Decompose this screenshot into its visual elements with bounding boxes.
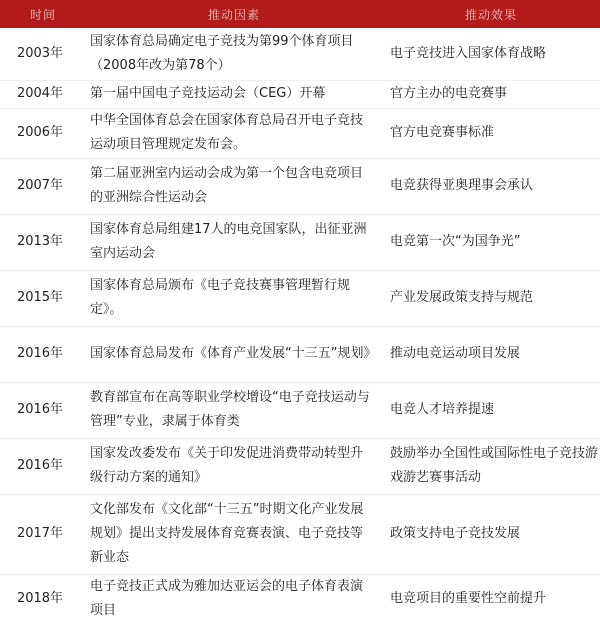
row-effect: 电竞第一次“为国争光” bbox=[382, 214, 600, 270]
row-event: 第一届中国电子竞技运动会（CEG）开幕 bbox=[86, 80, 382, 108]
row-event: 国家体育总局发布《体育产业发展“十三五”规划》 bbox=[86, 326, 382, 382]
table-row bbox=[0, 270, 600, 326]
row-year: 2003年 bbox=[0, 28, 86, 80]
row-year: 2016年 bbox=[0, 438, 86, 494]
row-year: 2007年 bbox=[0, 158, 86, 214]
row-year: 2013年 bbox=[0, 214, 86, 270]
table-row bbox=[0, 382, 600, 438]
row-effect: 产业发展政策支持与规范 bbox=[382, 270, 600, 326]
header-event: 推动因素 bbox=[86, 0, 382, 28]
row-year: 2016年 bbox=[0, 382, 86, 438]
row-event: 国家发改委发布《关于印发促进消费带动转型升级行动方案的通知》 bbox=[86, 438, 382, 494]
row-effect: 官方电竞赛事标准 bbox=[382, 108, 600, 158]
row-effect: 电竞获得亚奥理事会承认 bbox=[382, 158, 600, 214]
header-effect: 推动效果 bbox=[382, 0, 600, 28]
row-year: 2016年 bbox=[0, 326, 86, 382]
row-event: 第二届亚洲室内运动会成为第一个包含电竞项目的亚洲综合性运动会 bbox=[86, 158, 382, 214]
table-body bbox=[0, 28, 600, 624]
row-effect: 电竞项目的重要性空前提升 bbox=[390, 591, 547, 607]
row-event: 国家体育总局确定电子竞技为第99个体育项目（2008年改为第78个） bbox=[86, 28, 382, 80]
row-effect: 电竞人才培养提速 bbox=[382, 382, 600, 438]
table-row bbox=[0, 108, 600, 158]
row-effect: 鼓励举办全国性或国际性电子竞技游戏游艺赛事活动 bbox=[382, 438, 600, 494]
row-event: 国家体育总局颁布《电子竞技赛事管理暂行规定》。 bbox=[86, 270, 382, 326]
header-row bbox=[0, 0, 600, 28]
row-event: 电子竞技正式成为雅加达亚运会的电子体育表演项目 bbox=[90, 579, 364, 619]
row-event: 文化部发布《文化部“十三五”时期文化产业发展规划》提出支持发展体育竞赛表演、电子竞技等新业态 bbox=[86, 494, 382, 574]
row-effect: 推动电竞运动项目发展 bbox=[382, 326, 600, 382]
row-year: 2017年 bbox=[0, 494, 86, 574]
row-year: 2006年 bbox=[0, 108, 86, 158]
header-time: 时间 bbox=[0, 0, 86, 28]
table-row bbox=[0, 438, 600, 494]
row-year: 2004年 bbox=[0, 80, 86, 108]
row-year: 2018年 bbox=[16, 591, 64, 607]
row-event: 中华全国体育总会在国家体育总局召开电子竞技运动项目管理规定发布会。 bbox=[86, 108, 382, 158]
row-event: 国家体育总局组建17人的电竞国家队，出征亚洲室内运动会 bbox=[86, 214, 382, 270]
row-year: 2015年 bbox=[0, 270, 86, 326]
table-row bbox=[0, 158, 600, 214]
table-row bbox=[0, 28, 600, 80]
table-row bbox=[0, 574, 600, 624]
row-effect: 官方主办的电竞赛事 bbox=[382, 80, 600, 108]
table-header bbox=[0, 0, 600, 28]
table-row bbox=[0, 214, 600, 270]
row-event: 教育部宣布在高等职业学校增设“电子竞技运动与管理”专业，隶属于体育类 bbox=[86, 382, 382, 438]
row-effect: 政策支持电子竞技发展 bbox=[382, 494, 600, 574]
table-row bbox=[0, 326, 600, 382]
row-effect: 电子竞技进入国家体育战略 bbox=[382, 28, 600, 80]
table-row bbox=[0, 80, 600, 108]
table-row bbox=[0, 494, 600, 574]
